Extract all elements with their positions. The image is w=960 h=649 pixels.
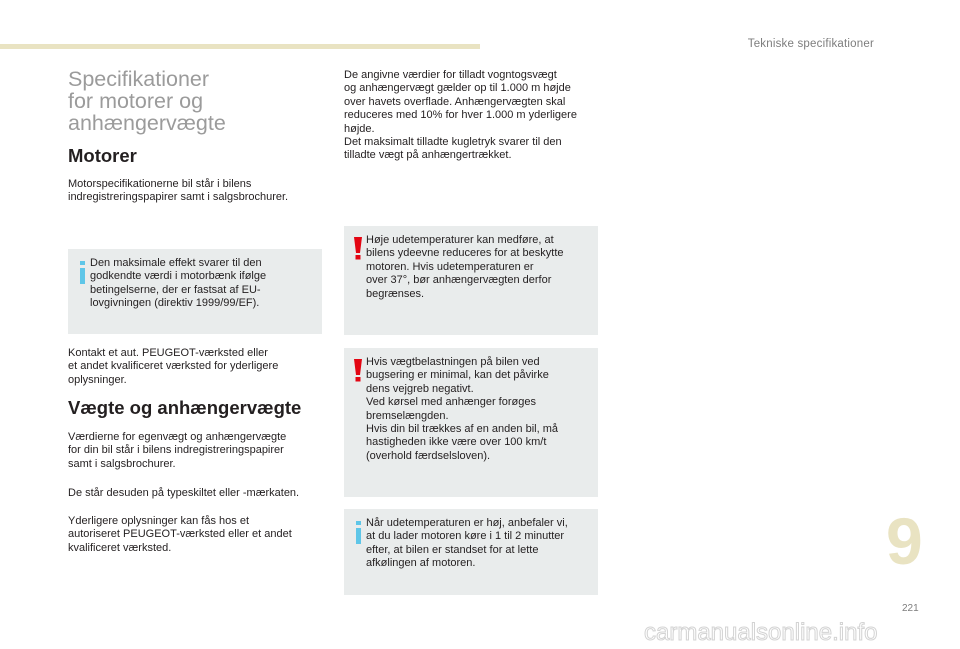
engines-intro: Motorspecifikationerne bil står i bilens indregistreringspapirer samt i salgsbrochurer. xyxy=(68,178,289,204)
warning-icon xyxy=(352,358,364,382)
engines-info-text: Den maksimale effekt svarer til den godkendte værdi i motorbænk ifølge betingelserne, der er fastsat af EU- lovgivningen (direktiv 1999/99/EF). xyxy=(90,257,267,310)
watermark-logo xyxy=(640,614,960,649)
warning-note-towing xyxy=(344,348,598,497)
watermark-text: carmanualsonline.info xyxy=(644,619,878,646)
page-title: Specifikationer for motorer og anhængervægte xyxy=(68,67,226,135)
header-accent-bar xyxy=(0,44,480,49)
engines-info-note xyxy=(68,249,322,334)
page-number: 221 xyxy=(902,603,919,614)
info-icon xyxy=(352,520,366,544)
weights-para-1: Værdierne for egenvægt og anhængervægte for din bil står i bilens indregistreringspapirer samt i salgsbrochurer. xyxy=(68,431,287,470)
warning-note-temperature xyxy=(344,226,598,335)
chapter-number: 9 xyxy=(886,504,923,578)
contact-text: Kontakt et aut. PEUGEOT-værksted eller et andet kvalificeret værksted for yderligere oplysninger. xyxy=(68,347,279,386)
section-header: Tekniske specifikationer xyxy=(747,38,874,50)
info-note-engine-cooling xyxy=(344,509,598,595)
info-icon xyxy=(76,260,90,284)
weights-heading: Vægte og anhængervægte xyxy=(68,397,302,418)
right-intro: De angivne værdier for tilladt vogntogsvægt og anhængervægt gælder op til 1.000 m højde over havets overflade. Anhængervægten skal reduceres med 10% for hver 1.000 m yderligere højde. Det maksimalt tilladte kugletryk svarer til den tilladte vægt på anhængertrækket. xyxy=(344,69,577,162)
info-text-engine-cooling: Når udetemperaturen er høj, anbefaler vi, at du lader motoren køre i 1 til 2 minutter efter, at bilen er standset for at lette afkølingen af motoren. xyxy=(366,517,568,570)
warning-icon xyxy=(352,236,364,260)
warning-text-temperature: Høje udetemperaturer kan medføre, at bilens ydeevne reduceres for at beskytte motoren. Hvis udetemperaturen er over 37°, bør anhængervægten derfor begrænses. xyxy=(366,234,564,300)
weights-para-3: Yderligere oplysninger kan fås hos et autoriseret PEUGEOT-værksted eller et andet kvalificeret værksted. xyxy=(68,515,292,554)
engines-heading: Motorer xyxy=(68,145,137,166)
warning-text-towing: Hvis vægtbelastningen på bilen ved bugsering er minimal, kan det påvirke dens vejgreb negativt. Ved kørsel med anhænger forøges bremselængden. Hvis din bil trækkes af en anden bil, må hastigheden ikke være over 100 km/t (overhold færdselsloven). xyxy=(366,356,558,462)
weights-para-2: De står desuden på typeskiltet eller -mærkaten. xyxy=(68,487,300,499)
